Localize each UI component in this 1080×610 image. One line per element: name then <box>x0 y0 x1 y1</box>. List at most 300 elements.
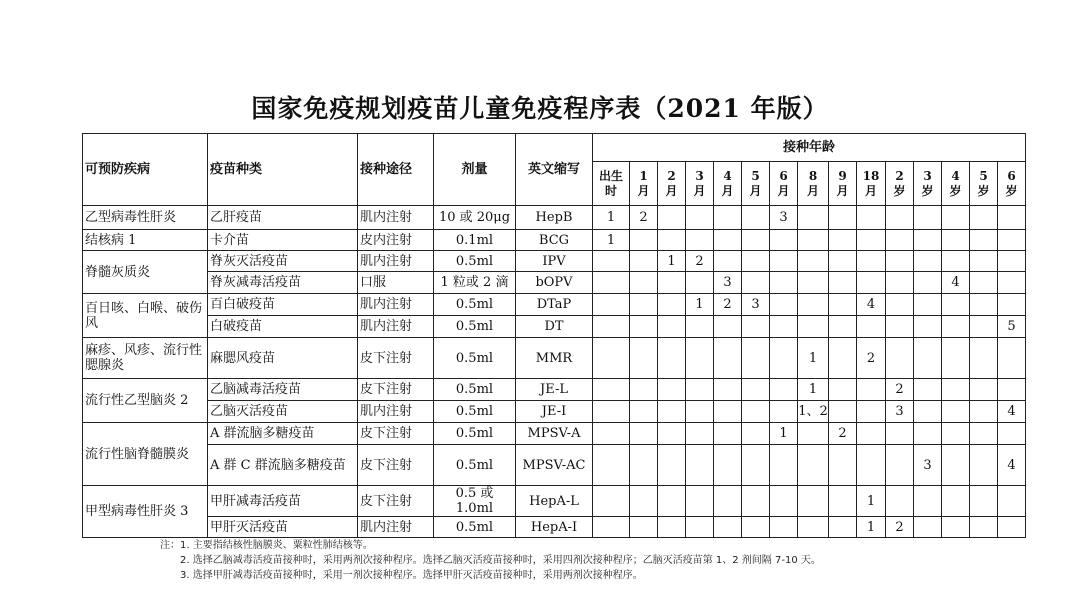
abbr-cell: HepA-I <box>516 517 593 538</box>
dose-cell: 1 粒或 2 滴 <box>434 272 516 294</box>
age-unit: 月 <box>806 183 819 198</box>
dose-number-cell <box>658 517 686 538</box>
dose-number-cell <box>914 251 942 272</box>
dose-number-cell <box>630 423 658 445</box>
dose-cell: 0.5ml <box>434 401 516 423</box>
dose-number-cell: 2 <box>829 423 857 445</box>
dose-number-cell <box>742 401 770 423</box>
table-row <box>83 272 1026 294</box>
dose-number-cell <box>742 251 770 272</box>
dose-number-cell <box>857 379 886 401</box>
dose-number-cell <box>857 272 886 294</box>
dose-number-cell <box>658 294 686 316</box>
dose-number-cell: 1 <box>686 294 714 316</box>
abbr-cell: BCG <box>516 230 593 251</box>
age-value: 18 <box>862 168 880 183</box>
abbr-cell: MPSV-AC <box>516 445 593 486</box>
disease-cell: 百日咳、白喉、破伤风 <box>83 294 208 338</box>
age-unit: 月 <box>836 183 849 198</box>
dose-number-cell <box>829 251 857 272</box>
dose-number-cell: 1 <box>593 206 630 230</box>
dose-number-cell <box>686 486 714 517</box>
dose-number-cell <box>742 206 770 230</box>
header-age-group: 接种年龄 <box>593 134 1026 162</box>
vaccine-cell: 乙脑减毒活疫苗 <box>208 379 358 401</box>
dose-number-cell: 2 <box>886 379 914 401</box>
dose-number-cell <box>914 379 942 401</box>
dose-number-cell: 4 <box>998 401 1026 423</box>
dose-number-cell <box>914 294 942 316</box>
dose-number-cell <box>970 316 998 338</box>
dose-number-cell <box>998 379 1026 401</box>
dose-number-cell <box>942 230 970 251</box>
age-header-cell <box>886 162 914 206</box>
table-header <box>83 134 1026 206</box>
age-value: 9 <box>838 168 847 183</box>
dose-number-cell <box>998 486 1026 517</box>
dose-number-cell <box>714 251 742 272</box>
dose-number-cell <box>658 316 686 338</box>
table-row <box>83 230 1026 251</box>
age-unit: 时 <box>604 183 617 198</box>
dose-number-cell <box>742 379 770 401</box>
dose-number-cell <box>686 401 714 423</box>
dose-number-cell <box>798 294 829 316</box>
age-header-cell <box>798 162 829 206</box>
dose-number-cell <box>593 294 630 316</box>
age-value: 2 <box>667 168 676 183</box>
dose-number-cell <box>658 401 686 423</box>
dose-number-cell <box>742 316 770 338</box>
dose-number-cell <box>714 379 742 401</box>
dose-number-cell <box>970 294 998 316</box>
table-row <box>83 401 1026 423</box>
vaccine-cell: A 群 C 群流脑多糖疫苗 <box>208 445 358 486</box>
abbr-cell: MPSV-A <box>516 423 593 445</box>
dose-number-cell <box>630 338 658 379</box>
dose-number-cell <box>998 251 1026 272</box>
dose-number-cell <box>829 401 857 423</box>
dose-number-cell <box>630 272 658 294</box>
vaccine-cell: 卡介苗 <box>208 230 358 251</box>
abbr-cell: JE-L <box>516 379 593 401</box>
dose-number-cell <box>886 294 914 316</box>
dose-number-cell <box>886 423 914 445</box>
dose-number-cell: 3 <box>714 272 742 294</box>
dose-number-cell: 1 <box>857 517 886 538</box>
vaccine-cell: 脊灰减毒活疫苗 <box>208 272 358 294</box>
dose-number-cell <box>942 445 970 486</box>
dose-number-cell <box>714 445 742 486</box>
dose-number-cell <box>630 294 658 316</box>
dose-number-cell: 1 <box>798 338 829 379</box>
dose-number-cell <box>914 230 942 251</box>
vaccine-cell: 甲肝减毒活疫苗 <box>208 486 358 517</box>
footnotes <box>160 538 1040 583</box>
disease-cell: 结核病 1 <box>83 230 208 251</box>
dose-number-cell <box>770 338 798 379</box>
dose-number-cell <box>714 316 742 338</box>
dose-number-cell <box>798 423 829 445</box>
dose-number-cell <box>998 338 1026 379</box>
age-header-cell <box>914 162 942 206</box>
age-value: 5 <box>979 168 988 183</box>
age-unit: 岁 <box>921 183 934 198</box>
age-unit: 月 <box>693 183 706 198</box>
dose-number-cell <box>630 251 658 272</box>
route-cell: 肌内注射 <box>358 401 434 423</box>
abbr-cell: DTaP <box>516 294 593 316</box>
dose-number-cell <box>770 401 798 423</box>
dose-number-cell <box>886 316 914 338</box>
dose-number-cell <box>798 316 829 338</box>
header-disease: 可预防疾病 <box>83 134 208 206</box>
dose-number-cell <box>829 206 857 230</box>
dose-number-cell <box>886 206 914 230</box>
vaccine-cell: 脊灰灭活疫苗 <box>208 251 358 272</box>
dose-number-cell <box>829 445 857 486</box>
age-header-cell <box>593 162 630 206</box>
disease-cell: 脊髓灰质炎 <box>83 251 208 294</box>
dose-number-cell <box>593 486 630 517</box>
dose-cell: 0.5 或 1.0ml <box>434 486 516 517</box>
dose-number-cell <box>742 272 770 294</box>
dose-number-cell <box>914 316 942 338</box>
vaccine-cell: A 群流脑多糖疫苗 <box>208 423 358 445</box>
dose-number-cell <box>857 251 886 272</box>
abbr-cell: HepB <box>516 206 593 230</box>
age-header-cell <box>630 162 658 206</box>
dose-number-cell <box>686 517 714 538</box>
abbr-cell: HepA-L <box>516 486 593 517</box>
dose-number-cell <box>742 230 770 251</box>
age-value: 出生 <box>598 168 623 183</box>
dose-number-cell <box>798 486 829 517</box>
dose-number-cell <box>658 272 686 294</box>
dose-number-cell <box>857 316 886 338</box>
route-cell: 肌内注射 <box>358 206 434 230</box>
vaccine-cell: 百白破疫苗 <box>208 294 358 316</box>
dose-number-cell <box>998 230 1026 251</box>
dose-number-cell <box>770 294 798 316</box>
dose-number-cell <box>593 401 630 423</box>
dose-number-cell <box>886 445 914 486</box>
dose-number-cell <box>770 251 798 272</box>
dose-number-cell <box>914 401 942 423</box>
dose-cell: 0.1ml <box>434 230 516 251</box>
route-cell: 口服 <box>358 272 434 294</box>
age-header-cell <box>942 162 970 206</box>
dose-number-cell <box>770 379 798 401</box>
dose-number-cell <box>770 517 798 538</box>
footnote: 2. 选择乙脑减毒活疫苗接种时，采用两剂次接种程序。选择乙脑灭活疫苗接种时，采用四剂次接种程序；乙脑灭活疫苗第 1、2 剂间隔 7-10 天。 <box>180 555 821 566</box>
dose-number-cell <box>857 401 886 423</box>
dose-number-cell <box>970 338 998 379</box>
dose-number-cell: 2 <box>630 206 658 230</box>
age-header-cell <box>857 162 886 206</box>
page-title: 国家免疫规划疫苗儿童免疫程序表（2021 年版） <box>251 94 829 123</box>
dose-number-cell: 4 <box>857 294 886 316</box>
dose-number-cell <box>829 272 857 294</box>
age-header-cell <box>970 162 998 206</box>
dose-number-cell <box>914 338 942 379</box>
age-header-cell <box>686 162 714 206</box>
dose-number-cell <box>942 316 970 338</box>
header-route: 接种途径 <box>358 134 434 206</box>
abbr-cell: IPV <box>516 251 593 272</box>
dose-number-cell <box>914 517 942 538</box>
age-unit: 月 <box>665 183 678 198</box>
age-header-cell <box>714 162 742 206</box>
dose-number-cell <box>798 251 829 272</box>
dose-number-cell <box>770 230 798 251</box>
table-row <box>83 316 1026 338</box>
dose-number-cell: 2 <box>857 338 886 379</box>
dose-number-cell <box>886 230 914 251</box>
dose-number-cell <box>970 486 998 517</box>
dose-number-cell <box>998 294 1026 316</box>
age-unit: 月 <box>777 183 790 198</box>
dose-number-cell <box>686 379 714 401</box>
dose-cell: 0.5ml <box>434 316 516 338</box>
disease-cell: 流行性乙型脑炎 2 <box>83 379 208 423</box>
disease-cell: 麻疹、风疹、流行性腮腺炎 <box>83 338 208 379</box>
dose-number-cell <box>686 445 714 486</box>
age-value: 4 <box>723 168 732 183</box>
route-cell: 皮下注射 <box>358 379 434 401</box>
dose-number-cell <box>970 230 998 251</box>
dose-number-cell <box>942 338 970 379</box>
dose-number-cell <box>914 486 942 517</box>
abbr-cell: DT <box>516 316 593 338</box>
dose-number-cell: 1 <box>798 379 829 401</box>
age-unit: 岁 <box>893 183 906 198</box>
route-cell: 肌内注射 <box>358 316 434 338</box>
dose-number-cell: 1、2 <box>798 401 829 423</box>
table-row <box>83 338 1026 379</box>
table-body <box>83 206 1026 538</box>
dose-cell: 0.5ml <box>434 379 516 401</box>
dose-number-cell <box>686 206 714 230</box>
dose-number-cell <box>770 272 798 294</box>
dose-number-cell: 2 <box>714 294 742 316</box>
dose-number-cell <box>686 338 714 379</box>
age-header-cell <box>742 162 770 206</box>
dose-number-cell <box>686 423 714 445</box>
dose-number-cell <box>742 517 770 538</box>
header-dose: 剂量 <box>434 134 516 206</box>
dose-number-cell <box>914 206 942 230</box>
dose-number-cell <box>998 517 1026 538</box>
dose-number-cell <box>942 517 970 538</box>
age-unit: 月 <box>749 183 762 198</box>
dose-number-cell <box>857 445 886 486</box>
dose-cell: 0.5ml <box>434 423 516 445</box>
vaccine-cell: 白破疫苗 <box>208 316 358 338</box>
age-header-cell <box>829 162 857 206</box>
dose-number-cell <box>998 206 1026 230</box>
dose-number-cell <box>886 251 914 272</box>
dose-number-cell <box>970 517 998 538</box>
dose-number-cell <box>970 251 998 272</box>
dose-number-cell <box>658 423 686 445</box>
dose-number-cell <box>857 423 886 445</box>
route-cell: 皮下注射 <box>358 423 434 445</box>
dose-number-cell <box>857 230 886 251</box>
route-cell: 皮下注射 <box>358 445 434 486</box>
disease-cell: 乙型病毒性肝炎 <box>83 206 208 230</box>
dose-number-cell <box>857 206 886 230</box>
dose-number-cell <box>593 251 630 272</box>
route-cell: 肌内注射 <box>358 294 434 316</box>
dose-number-cell <box>593 272 630 294</box>
table-row <box>83 251 1026 272</box>
dose-number-cell: 3 <box>914 445 942 486</box>
dose-number-cell <box>970 401 998 423</box>
age-unit: 岁 <box>977 183 990 198</box>
dose-number-cell <box>829 316 857 338</box>
dose-number-cell <box>593 445 630 486</box>
dose-number-cell: 5 <box>998 316 1026 338</box>
dose-number-cell <box>770 316 798 338</box>
dose-cell: 0.5ml <box>434 251 516 272</box>
dose-number-cell <box>630 316 658 338</box>
dose-number-cell <box>942 206 970 230</box>
vaccine-cell: 甲肝灭活疫苗 <box>208 517 358 538</box>
dose-number-cell <box>886 272 914 294</box>
dose-number-cell <box>714 206 742 230</box>
table-row <box>83 294 1026 316</box>
age-value: 3 <box>923 168 932 183</box>
age-value: 6 <box>779 168 788 183</box>
dose-cell: 0.5ml <box>434 294 516 316</box>
dose-number-cell <box>742 338 770 379</box>
dose-number-cell <box>970 206 998 230</box>
abbr-cell: bOPV <box>516 272 593 294</box>
dose-number-cell <box>798 230 829 251</box>
dose-number-cell <box>686 316 714 338</box>
age-value: 1 <box>639 168 648 183</box>
dose-number-cell <box>593 423 630 445</box>
age-unit: 月 <box>637 183 650 198</box>
table-row <box>83 517 1026 538</box>
dose-number-cell <box>593 338 630 379</box>
dose-number-cell: 1 <box>593 230 630 251</box>
header-vaccine: 疫苗种类 <box>208 134 358 206</box>
dose-number-cell <box>593 316 630 338</box>
age-unit: 月 <box>864 183 877 198</box>
dose-cell: 0.5ml <box>434 338 516 379</box>
dose-number-cell: 3 <box>886 401 914 423</box>
dose-number-cell <box>829 230 857 251</box>
age-header-cell <box>998 162 1026 206</box>
dose-number-cell <box>798 517 829 538</box>
dose-number-cell <box>829 379 857 401</box>
dose-number-cell: 1 <box>658 251 686 272</box>
table-row <box>83 206 1026 230</box>
dose-number-cell <box>914 272 942 294</box>
abbr-cell: MMR <box>516 338 593 379</box>
dose-number-cell: 4 <box>942 272 970 294</box>
dose-number-cell <box>714 230 742 251</box>
dose-number-cell: 2 <box>686 251 714 272</box>
dose-number-cell <box>658 230 686 251</box>
dose-number-cell <box>942 486 970 517</box>
dose-number-cell <box>714 486 742 517</box>
route-cell: 肌内注射 <box>358 251 434 272</box>
dose-number-cell <box>770 445 798 486</box>
dose-number-cell: 3 <box>742 294 770 316</box>
immunization-schedule-table <box>82 133 1026 538</box>
dose-number-cell <box>770 486 798 517</box>
dose-number-cell <box>593 517 630 538</box>
dose-number-cell <box>970 423 998 445</box>
route-cell: 皮下注射 <box>358 338 434 379</box>
footnote: 3. 选择甲肝减毒活疫苗接种时，采用一剂次接种程序。选择甲肝灭活疫苗接种时，采用两剂次接种程序。 <box>180 570 643 581</box>
age-value: 2 <box>895 168 904 183</box>
dose-number-cell <box>970 379 998 401</box>
dose-number-cell <box>998 272 1026 294</box>
age-unit: 月 <box>721 183 734 198</box>
dose-number-cell <box>798 206 829 230</box>
dose-number-cell <box>942 379 970 401</box>
dose-number-cell <box>658 379 686 401</box>
dose-number-cell: 4 <box>998 445 1026 486</box>
dose-number-cell <box>998 423 1026 445</box>
dose-number-cell <box>970 272 998 294</box>
age-unit: 岁 <box>949 183 962 198</box>
disease-cell: 流行性脑脊髓膜炎 <box>83 423 208 486</box>
dose-number-cell <box>630 517 658 538</box>
age-header-cell <box>770 162 798 206</box>
dose-number-cell <box>742 486 770 517</box>
dose-number-cell <box>630 401 658 423</box>
dose-number-cell <box>658 486 686 517</box>
dose-number-cell <box>714 338 742 379</box>
dose-number-cell: 2 <box>886 517 914 538</box>
dose-cell: 0.5ml <box>434 445 516 486</box>
dose-number-cell <box>829 486 857 517</box>
dose-number-cell <box>970 445 998 486</box>
dose-number-cell <box>686 230 714 251</box>
dose-number-cell <box>714 517 742 538</box>
route-cell: 皮内注射 <box>358 230 434 251</box>
dose-number-cell <box>914 423 942 445</box>
dose-number-cell <box>829 338 857 379</box>
header-abbr: 英文缩写 <box>516 134 593 206</box>
dose-number-cell <box>686 272 714 294</box>
age-value: 3 <box>695 168 704 183</box>
dose-number-cell <box>829 294 857 316</box>
disease-cell: 甲型病毒性肝炎 3 <box>83 486 208 538</box>
dose-cell: 0.5ml <box>434 517 516 538</box>
dose-number-cell <box>942 294 970 316</box>
table-row <box>83 379 1026 401</box>
dose-number-cell <box>630 230 658 251</box>
dose-number-cell <box>630 379 658 401</box>
age-value: 5 <box>751 168 760 183</box>
dose-number-cell <box>714 401 742 423</box>
dose-number-cell <box>798 445 829 486</box>
dose-number-cell <box>658 206 686 230</box>
dose-number-cell <box>942 423 970 445</box>
age-unit: 岁 <box>1005 183 1018 198</box>
age-header-cell <box>658 162 686 206</box>
dose-number-cell <box>886 486 914 517</box>
dose-number-cell <box>742 445 770 486</box>
route-cell: 肌内注射 <box>358 517 434 538</box>
dose-number-cell <box>714 423 742 445</box>
